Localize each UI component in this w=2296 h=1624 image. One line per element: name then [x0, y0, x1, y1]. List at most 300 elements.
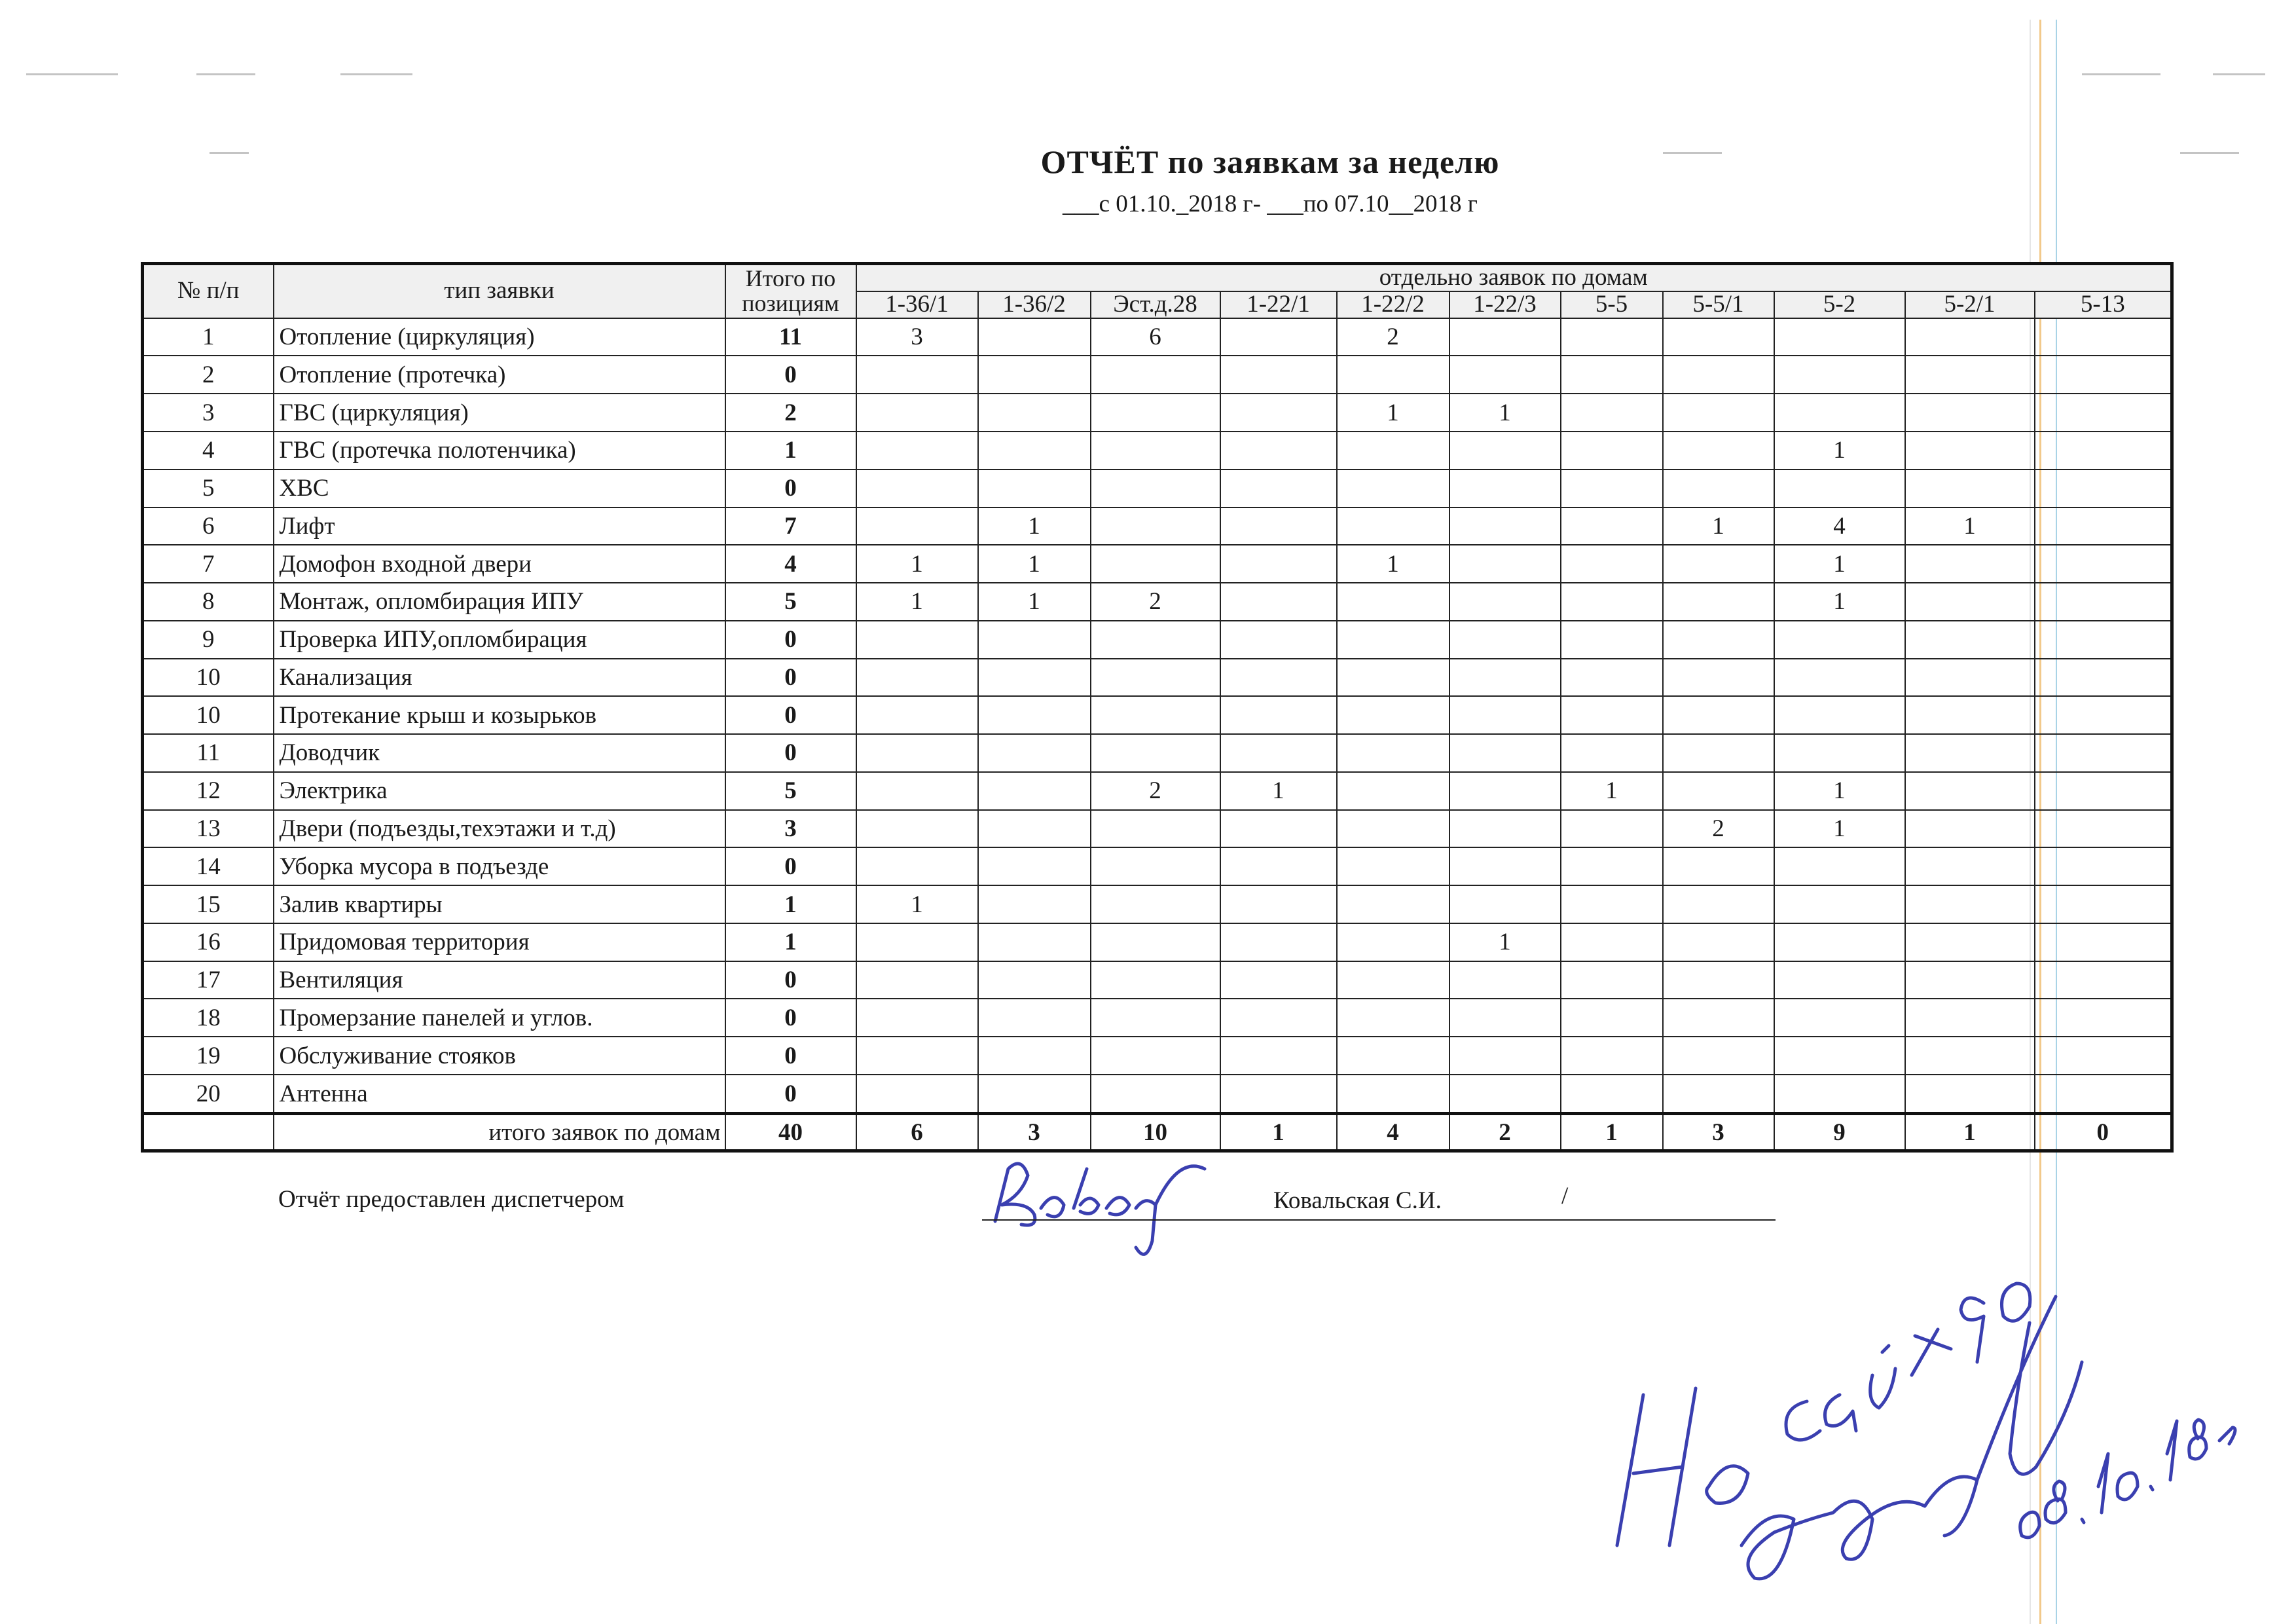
house-count-cell	[2035, 394, 2172, 432]
footer-empty-cell	[143, 1114, 274, 1151]
table-row	[143, 961, 2172, 999]
house-count-cell	[1337, 847, 1449, 885]
row-number: 10	[143, 696, 274, 734]
house-count-cell	[1220, 810, 1337, 848]
house-count-cell	[1220, 961, 1337, 999]
house-count-cell: 4	[1774, 507, 1905, 545]
request-type: Обслуживание стояков	[274, 1037, 725, 1075]
house-count-cell	[978, 1075, 1091, 1114]
house-count-cell	[1905, 659, 2035, 697]
house-count-cell	[1449, 696, 1561, 734]
house-count-cell	[1220, 734, 1337, 772]
house-count-cell	[1337, 961, 1449, 999]
house-count-cell	[1449, 356, 1561, 394]
house-count-cell: 1	[1337, 394, 1449, 432]
house-count-cell	[1905, 734, 2035, 772]
house-count-cell	[1663, 659, 1774, 697]
house-count-cell: 1	[1561, 772, 1663, 810]
house-count-cell	[1774, 356, 1905, 394]
request-type: ГВС (протечка полотенчика)	[274, 432, 725, 470]
table-row	[143, 621, 2172, 659]
document-title: ОТЧЁТ по заявкам за неделю	[1040, 143, 1500, 180]
house-count-cell	[1663, 432, 1774, 470]
house-count-cell	[1774, 1075, 1905, 1114]
house-count-cell	[1663, 318, 1774, 356]
table-row	[143, 507, 2172, 545]
house-count-cell: 1	[1663, 507, 1774, 545]
house-count-cell	[978, 999, 1091, 1037]
house-count-cell	[1774, 999, 1905, 1037]
request-type: Уборка мусора в подъезде	[274, 847, 725, 885]
table-row	[143, 356, 2172, 394]
table-row	[143, 847, 2172, 885]
row-number: 1	[143, 318, 274, 356]
request-type: Отопление (протечка)	[274, 356, 725, 394]
house-count-cell	[856, 394, 978, 432]
row-total: 0	[725, 847, 856, 885]
house-count-cell	[1774, 961, 1905, 999]
house-count-cell	[2035, 659, 2172, 697]
house-count-cell	[978, 696, 1091, 734]
house-count-cell: 1	[978, 583, 1091, 621]
house-count-cell	[1220, 999, 1337, 1037]
house-count-cell	[1091, 394, 1220, 432]
house-count-cell: 1	[1449, 394, 1561, 432]
house-count-cell	[1561, 432, 1663, 470]
table-row	[143, 394, 2172, 432]
row-total: 5	[725, 772, 856, 810]
house-count-cell	[978, 772, 1091, 810]
house-count-cell: 1	[1774, 772, 1905, 810]
house-count-cell	[1774, 696, 1905, 734]
house-count-cell	[978, 810, 1091, 848]
house-count-cell	[1220, 885, 1337, 923]
house-count-cell: 1	[1774, 432, 1905, 470]
house-count-cell	[2035, 621, 2172, 659]
house-count-cell	[2035, 734, 2172, 772]
row-number: 15	[143, 885, 274, 923]
house-count-cell	[1905, 583, 2035, 621]
house-count-cell	[1905, 961, 2035, 999]
scan-dash	[2082, 73, 2160, 75]
house-count-cell	[856, 923, 978, 961]
house-count-cell	[1449, 1037, 1561, 1075]
house-count-cell	[2035, 470, 2172, 507]
house-count-cell: 1	[1449, 923, 1561, 961]
house-column-header: 5-5/1	[1663, 291, 1774, 318]
house-count-cell	[2035, 583, 2172, 621]
table-row	[143, 583, 2172, 621]
house-count-cell	[2035, 507, 2172, 545]
house-count-cell	[1449, 583, 1561, 621]
house-count-cell	[2035, 432, 2172, 470]
row-total: 0	[725, 734, 856, 772]
house-count-cell	[1663, 583, 1774, 621]
house-total-cell: 1	[1220, 1114, 1337, 1151]
house-count-cell	[2035, 810, 2172, 848]
row-number: 16	[143, 923, 274, 961]
request-type: Вентиляция	[274, 961, 725, 999]
house-count-cell	[1561, 999, 1663, 1037]
house-count-cell	[2035, 999, 2172, 1037]
house-count-cell	[1663, 470, 1774, 507]
house-count-cell	[1220, 470, 1337, 507]
house-count-cell	[1663, 1037, 1774, 1075]
row-number: 11	[143, 734, 274, 772]
house-count-cell	[1091, 356, 1220, 394]
house-total-cell: 4	[1337, 1114, 1449, 1151]
house-count-cell: 1	[856, 545, 978, 583]
house-column-header: 5-2	[1774, 291, 1905, 318]
house-count-cell	[1905, 621, 2035, 659]
row-number: 17	[143, 961, 274, 999]
house-count-cell	[978, 318, 1091, 356]
column-header-total	[725, 264, 856, 318]
row-total: 7	[725, 507, 856, 545]
house-count-cell: 1	[1905, 507, 2035, 545]
house-count-cell	[1905, 923, 2035, 961]
request-type: Придомовая территория	[274, 923, 725, 961]
house-count-cell	[1220, 1037, 1337, 1075]
handwritten-note	[1558, 1179, 2246, 1604]
house-column-header: 1-36/1	[856, 291, 978, 318]
request-type: ГВС (циркуляция)	[274, 394, 725, 432]
house-count-cell	[1561, 734, 1663, 772]
house-count-cell	[978, 734, 1091, 772]
house-count-cell	[1337, 1075, 1449, 1114]
table-row	[143, 923, 2172, 961]
house-count-cell	[1091, 621, 1220, 659]
house-count-cell	[856, 432, 978, 470]
request-type: Проверка ИПУ,опломбирация	[274, 621, 725, 659]
house-count-cell	[1449, 318, 1561, 356]
house-column-header: Эст.д.28	[1091, 291, 1220, 318]
house-count-cell	[1337, 999, 1449, 1037]
house-count-cell	[1663, 356, 1774, 394]
house-count-cell	[1905, 394, 2035, 432]
house-count-cell	[1449, 961, 1561, 999]
house-count-cell	[1091, 1075, 1220, 1114]
house-count-cell: 1	[1337, 545, 1449, 583]
footer-label: итого заявок по домам	[274, 1114, 725, 1151]
row-number: 2	[143, 356, 274, 394]
house-count-cell	[1561, 507, 1663, 545]
table-row	[143, 772, 2172, 810]
footer-grand-total: 40	[725, 1114, 856, 1151]
row-total: 0	[725, 1075, 856, 1114]
row-total: 1	[725, 432, 856, 470]
house-count-cell	[1905, 545, 2035, 583]
house-total-cell: 1	[1561, 1114, 1663, 1151]
house-count-cell	[978, 923, 1091, 961]
row-total: 0	[725, 659, 856, 697]
house-count-cell	[1449, 470, 1561, 507]
house-column-header: 5-2/1	[1905, 291, 2035, 318]
table-row	[143, 885, 2172, 923]
request-type: Протекание крыш и козырьков	[274, 696, 725, 734]
request-type: ХВС	[274, 470, 725, 507]
house-count-cell	[1774, 885, 1905, 923]
house-count-cell	[1561, 583, 1663, 621]
house-count-cell	[1449, 810, 1561, 848]
house-count-cell	[2035, 696, 2172, 734]
house-count-cell	[1774, 923, 1905, 961]
house-count-cell	[978, 961, 1091, 999]
house-count-cell: 1	[1774, 545, 1905, 583]
house-count-cell	[1561, 1037, 1663, 1075]
scan-dash	[196, 73, 255, 75]
house-count-cell	[1220, 318, 1337, 356]
house-count-cell	[1091, 696, 1220, 734]
house-count-cell	[1220, 356, 1337, 394]
house-count-cell	[2035, 923, 2172, 961]
house-count-cell	[1091, 432, 1220, 470]
house-count-cell	[1561, 394, 1663, 432]
scan-dash	[2213, 73, 2265, 75]
house-count-cell	[1561, 1075, 1663, 1114]
house-count-cell	[1091, 923, 1220, 961]
row-number: 13	[143, 810, 274, 848]
house-total-cell: 1	[1905, 1114, 2035, 1151]
table-row	[143, 432, 2172, 470]
house-count-cell	[1663, 847, 1774, 885]
house-count-cell	[856, 1037, 978, 1075]
house-count-cell	[1337, 734, 1449, 772]
house-count-cell	[1337, 1037, 1449, 1075]
row-number: 19	[143, 1037, 274, 1075]
house-count-cell	[1561, 356, 1663, 394]
house-count-cell	[1220, 696, 1337, 734]
house-count-cell	[1220, 1075, 1337, 1114]
request-type: Канализация	[274, 659, 725, 697]
house-count-cell	[1337, 923, 1449, 961]
house-count-cell: 1	[1774, 583, 1905, 621]
house-count-cell	[978, 621, 1091, 659]
house-count-cell	[1774, 621, 1905, 659]
house-count-cell	[1449, 734, 1561, 772]
row-number: 12	[143, 772, 274, 810]
request-type: Отопление (циркуляция)	[274, 318, 725, 356]
house-count-cell	[1449, 432, 1561, 470]
house-count-cell	[1449, 772, 1561, 810]
house-count-cell	[978, 356, 1091, 394]
row-total: 0	[725, 961, 856, 999]
house-count-cell	[856, 507, 978, 545]
house-count-cell	[978, 394, 1091, 432]
row-number: 8	[143, 583, 274, 621]
house-count-cell	[978, 885, 1091, 923]
house-total-cell: 10	[1091, 1114, 1220, 1151]
row-total: 0	[725, 999, 856, 1037]
column-header-total-text: Итого по позициям	[742, 265, 839, 316]
house-count-cell: 2	[1091, 772, 1220, 810]
house-count-cell	[856, 1075, 978, 1114]
house-count-cell	[1774, 734, 1905, 772]
row-total: 0	[725, 696, 856, 734]
house-count-cell	[1337, 885, 1449, 923]
house-count-cell	[1561, 318, 1663, 356]
house-total-cell: 3	[978, 1114, 1091, 1151]
house-count-cell	[856, 810, 978, 848]
house-count-cell	[1905, 318, 2035, 356]
house-count-cell	[1220, 432, 1337, 470]
house-count-cell: 1	[1774, 810, 1905, 848]
house-column-header: 1-36/2	[978, 291, 1091, 318]
house-count-cell	[856, 470, 978, 507]
house-count-cell	[1905, 1037, 2035, 1075]
house-count-cell	[856, 961, 978, 999]
house-count-cell	[856, 847, 978, 885]
house-count-cell	[1337, 432, 1449, 470]
row-number: 10	[143, 659, 274, 697]
house-column-header: 5-13	[2035, 291, 2172, 318]
house-count-cell	[2035, 1075, 2172, 1114]
row-total: 0	[725, 621, 856, 659]
house-count-cell	[1774, 394, 1905, 432]
house-count-cell	[1774, 847, 1905, 885]
dispatcher-name: Ковальская С.И.	[1273, 1187, 1442, 1214]
row-total: 4	[725, 545, 856, 583]
signoff-label: Отчёт предоставлен диспетчером	[278, 1186, 625, 1213]
dispatcher-signature	[982, 1143, 1244, 1274]
house-count-cell	[1220, 583, 1337, 621]
row-total: 2	[725, 394, 856, 432]
house-count-cell	[1337, 621, 1449, 659]
house-count-cell	[1091, 999, 1220, 1037]
table-row	[143, 470, 2172, 507]
house-column-header: 5-5	[1561, 291, 1663, 318]
house-count-cell	[1337, 583, 1449, 621]
request-type: Лифт	[274, 507, 725, 545]
row-total: 0	[725, 356, 856, 394]
house-count-cell	[1561, 621, 1663, 659]
request-type: Двери (подъезды,техэтажи и т.д)	[274, 810, 725, 848]
house-count-cell: 6	[1091, 318, 1220, 356]
row-number: 7	[143, 545, 274, 583]
table-row	[143, 810, 2172, 848]
house-count-cell	[856, 999, 978, 1037]
house-count-cell	[1337, 772, 1449, 810]
house-count-cell	[856, 356, 978, 394]
house-count-cell	[978, 847, 1091, 885]
column-header-houses: отдельно заявок по домам	[856, 264, 2172, 291]
row-number: 14	[143, 847, 274, 885]
house-count-cell	[1561, 810, 1663, 848]
house-count-cell	[1663, 394, 1774, 432]
request-type: Антенна	[274, 1075, 725, 1114]
house-count-cell	[1337, 810, 1449, 848]
document-period: ___с 01.10._2018 г- ___по 07.10__2018 г	[1063, 191, 1478, 217]
table-header-row	[143, 264, 2172, 291]
house-count-cell	[1449, 659, 1561, 697]
house-count-cell	[1091, 885, 1220, 923]
table-row	[143, 696, 2172, 734]
house-count-cell	[1663, 923, 1774, 961]
house-count-cell	[856, 734, 978, 772]
house-count-cell	[1449, 1075, 1561, 1114]
house-count-cell	[856, 621, 978, 659]
house-count-cell	[2035, 961, 2172, 999]
house-count-cell: 2	[1091, 583, 1220, 621]
row-total: 0	[725, 470, 856, 507]
house-count-cell	[856, 772, 978, 810]
house-count-cell	[1561, 923, 1663, 961]
house-count-cell	[1091, 847, 1220, 885]
house-count-cell	[1905, 432, 2035, 470]
row-number: 18	[143, 999, 274, 1037]
house-count-cell	[1905, 772, 2035, 810]
house-count-cell	[856, 696, 978, 734]
row-number: 6	[143, 507, 274, 545]
house-count-cell	[2035, 885, 2172, 923]
house-count-cell	[2035, 318, 2172, 356]
house-count-cell	[1905, 810, 2035, 848]
house-count-cell	[978, 659, 1091, 697]
house-count-cell: 2	[1663, 810, 1774, 848]
house-count-cell	[1091, 470, 1220, 507]
house-count-cell	[1663, 621, 1774, 659]
row-total: 0	[725, 1037, 856, 1075]
house-count-cell	[1220, 923, 1337, 961]
request-type: Электрика	[274, 772, 725, 810]
house-count-cell	[1905, 885, 2035, 923]
table-row	[143, 734, 2172, 772]
house-count-cell: 3	[856, 318, 978, 356]
house-column-header: 1-22/2	[1337, 291, 1449, 318]
house-count-cell	[1905, 999, 2035, 1037]
table-row	[143, 318, 2172, 356]
house-count-cell	[1663, 1075, 1774, 1114]
house-count-cell: 1	[1220, 772, 1337, 810]
house-count-cell	[1663, 961, 1774, 999]
house-count-cell	[1449, 847, 1561, 885]
house-count-cell	[1449, 545, 1561, 583]
house-column-header: 1-22/3	[1449, 291, 1561, 318]
house-count-cell	[1220, 545, 1337, 583]
house-count-cell	[1561, 470, 1663, 507]
house-count-cell	[978, 1037, 1091, 1075]
house-count-cell: 1	[978, 507, 1091, 545]
house-total-cell: 2	[1449, 1114, 1561, 1151]
house-count-cell	[1220, 659, 1337, 697]
house-count-cell	[2035, 356, 2172, 394]
table-body	[143, 318, 2172, 1114]
scan-dash	[26, 73, 118, 75]
house-count-cell	[978, 470, 1091, 507]
table-row	[143, 999, 2172, 1037]
table-row	[143, 1075, 2172, 1114]
house-count-cell: 1	[978, 545, 1091, 583]
house-count-cell	[1905, 847, 2035, 885]
house-count-cell	[1663, 696, 1774, 734]
report-table	[141, 262, 2174, 1153]
house-total-cell: 9	[1774, 1114, 1905, 1151]
house-count-cell	[1774, 1037, 1905, 1075]
request-type: Доводчик	[274, 734, 725, 772]
row-total: 3	[725, 810, 856, 848]
house-count-cell	[1337, 470, 1449, 507]
table-row	[143, 545, 2172, 583]
row-total: 1	[725, 885, 856, 923]
house-count-cell	[1561, 545, 1663, 583]
row-number: 3	[143, 394, 274, 432]
house-count-cell	[1220, 394, 1337, 432]
house-count-cell	[1774, 470, 1905, 507]
house-count-cell	[1337, 507, 1449, 545]
house-count-cell	[1663, 734, 1774, 772]
house-count-cell	[1561, 847, 1663, 885]
house-total-cell: 6	[856, 1114, 978, 1151]
